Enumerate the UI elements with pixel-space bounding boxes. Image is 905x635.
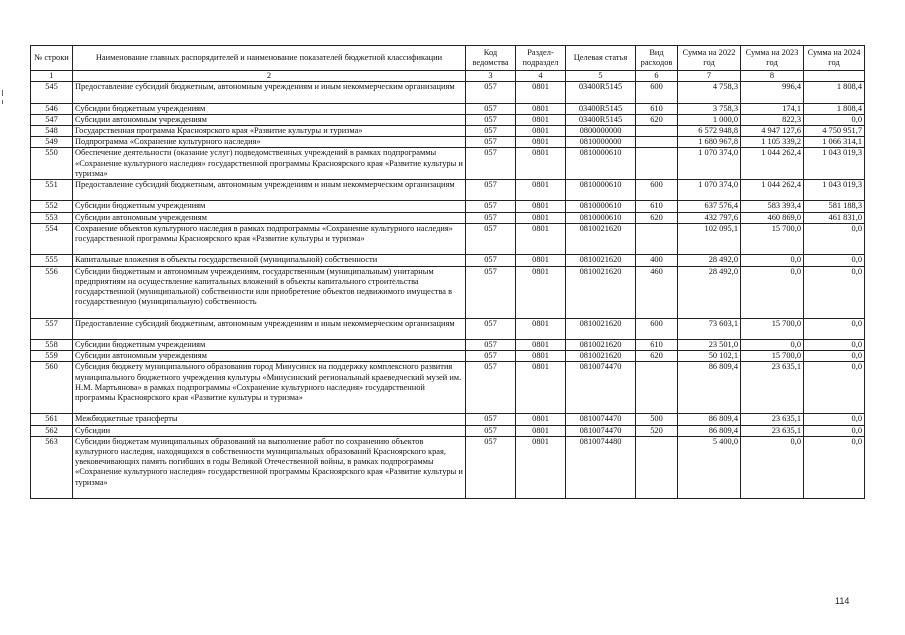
target-item-cell: 0810021620 [566, 340, 636, 351]
department-code-cell: 057 [466, 114, 516, 125]
expense-type-cell [636, 126, 678, 137]
target-item-cell: 0810021620 [566, 255, 636, 266]
sum-2023-cell: 23 635,1 [741, 425, 804, 436]
sum-2022-cell: 28 492,0 [678, 255, 741, 266]
row-number-cell: 563 [31, 436, 73, 498]
sum-2023-cell: 15 700,0 [741, 318, 804, 339]
name-cell: Субсидии бюджетам муниципальных образований на выполнение работ по сохранению объектов культурного наследия, находящихся в собственности муниципальных образований Красноярского края, увековечивающих память погибших в годы Великой Отечественной войны, в рамках подпрограммы «Сохранение культурного наследия» государственной программы Красноярского края «Развитие культуры и туризма» [73, 436, 466, 498]
expense-type-cell: 500 [636, 414, 678, 425]
target-item-cell: 0810074470 [566, 362, 636, 414]
name-cell: Субсидии [73, 425, 466, 436]
subsection-cell: 0801 [516, 436, 566, 498]
sum-2024-cell: 0,0 [804, 425, 865, 436]
expense-type-cell: 460 [636, 266, 678, 318]
row-number-cell: 555 [31, 255, 73, 266]
subsection-cell: 0801 [516, 137, 566, 148]
subsection-cell: 0801 [516, 201, 566, 212]
column-index: 3 [466, 71, 516, 82]
sum-2023-cell: 1 044 262,4 [741, 180, 804, 201]
table-row [31, 340, 865, 351]
row-number-cell: 553 [31, 212, 73, 223]
row-number-cell: 552 [31, 201, 73, 212]
col-header-sum-2023: Сумма на 2023 год [741, 46, 804, 71]
name-cell: Субсидии бюджетным учреждениям [73, 103, 466, 114]
subsection-cell: 0801 [516, 126, 566, 137]
row-number-cell: 547 [31, 114, 73, 125]
expense-type-cell: 620 [636, 114, 678, 125]
table-row [31, 126, 865, 137]
table-row [31, 103, 865, 114]
table-row [31, 180, 865, 201]
sum-2023-cell: 0,0 [741, 255, 804, 266]
subsection-cell: 0801 [516, 425, 566, 436]
department-code-cell: 057 [466, 103, 516, 114]
sum-2024-cell: 0,0 [804, 340, 865, 351]
expense-type-cell: 600 [636, 82, 678, 103]
column-index: 2 [73, 71, 466, 82]
name-cell: Государственная программа Красноярского края «Развитие культуры и туризма» [73, 126, 466, 137]
expense-type-cell [636, 148, 678, 180]
row-number-cell: 561 [31, 414, 73, 425]
table-row [31, 114, 865, 125]
name-cell: Капитальные вложения в объекты государственной (муниципальной) собственности [73, 255, 466, 266]
subsection-cell: 0801 [516, 212, 566, 223]
sum-2022-cell: 432 797,6 [678, 212, 741, 223]
col-header-subsection: Раздел-подраздел [516, 46, 566, 71]
subsection-cell: 0801 [516, 266, 566, 318]
table-row [31, 425, 865, 436]
row-number-cell: 546 [31, 103, 73, 114]
department-code-cell: 057 [466, 148, 516, 180]
sum-2022-cell: 1 070 374,0 [678, 180, 741, 201]
sum-2022-cell: 102 095,1 [678, 223, 741, 255]
sum-2022-cell: 86 809,4 [678, 362, 741, 414]
table-body [31, 82, 865, 499]
subsection-cell: 0801 [516, 82, 566, 103]
col-header-expense-type: Вид расходов [636, 46, 678, 71]
col-header-sum-2024: Сумма на 2024 год [804, 46, 865, 71]
name-cell: Субсидии автономным учреждениям [73, 114, 466, 125]
col-header-row-number: № строки [31, 46, 73, 71]
name-cell: Субсидии бюджетным учреждениям [73, 340, 466, 351]
sum-2024-cell: 1 808,4 [804, 82, 865, 103]
row-number-cell: 558 [31, 340, 73, 351]
department-code-cell: 057 [466, 223, 516, 255]
target-item-cell: 0810021620 [566, 223, 636, 255]
department-code-cell: 057 [466, 425, 516, 436]
name-cell: Субсидии бюджетным и автономным учреждениям, государственным (муниципальным) унитарным предприятиям на осуществление капитальных вложений в объекты капитального строительства государственной (муниципальной) собственности или приобретение объектов недвижимого имущества в государственную (муниципальную) собственность [73, 266, 466, 318]
sum-2023-cell: 15 700,0 [741, 351, 804, 362]
table-row [31, 255, 865, 266]
expense-type-cell: 600 [636, 318, 678, 339]
sum-2023-cell: 0,0 [741, 340, 804, 351]
sum-2023-cell: 0,0 [741, 436, 804, 498]
name-cell: Сохранение объектов культурного наследия в рамках подпрограммы «Сохранение культурного наследия» государственной программы Красноярского края «Развитие культуры и туризма» [73, 223, 466, 255]
table-row [31, 318, 865, 339]
sum-2024-cell: 0,0 [804, 436, 865, 498]
name-cell: Подпрограмма «Сохранение культурного наследия» [73, 137, 466, 148]
header-row [31, 46, 865, 71]
sum-2024-cell: 0,0 [804, 223, 865, 255]
target-item-cell: 03400R5145 [566, 114, 636, 125]
column-index-row [31, 71, 865, 82]
sum-2023-cell: 23 635,1 [741, 362, 804, 414]
department-code-cell: 057 [466, 436, 516, 498]
sum-2024-cell: 4 750 951,7 [804, 126, 865, 137]
subsection-cell: 0801 [516, 180, 566, 201]
page-number: 114 [835, 596, 850, 606]
subsection-cell: 0801 [516, 103, 566, 114]
department-code-cell: 057 [466, 126, 516, 137]
binding-mark [2, 100, 3, 104]
sum-2022-cell: 5 400,0 [678, 436, 741, 498]
column-index: 1 [31, 71, 73, 82]
sum-2023-cell: 583 393,4 [741, 201, 804, 212]
table-row [31, 223, 865, 255]
row-number-cell: 554 [31, 223, 73, 255]
name-cell: Предоставление субсидий бюджетным, автономным учреждениям и иным некоммерческим организациям [73, 180, 466, 201]
subsection-cell: 0801 [516, 223, 566, 255]
department-code-cell: 057 [466, 212, 516, 223]
target-item-cell: 0810021620 [566, 266, 636, 318]
expense-type-cell [636, 137, 678, 148]
department-code-cell: 057 [466, 137, 516, 148]
department-code-cell: 057 [466, 414, 516, 425]
expense-type-cell [636, 223, 678, 255]
subsection-cell: 0801 [516, 351, 566, 362]
col-header-department-code: Код ведомства [466, 46, 516, 71]
name-cell: Субсидии бюджетным учреждениям [73, 201, 466, 212]
row-number-cell: 559 [31, 351, 73, 362]
binding-mark [2, 90, 3, 96]
expense-type-cell: 610 [636, 103, 678, 114]
department-code-cell: 057 [466, 255, 516, 266]
sum-2024-cell: 1 066 314,1 [804, 137, 865, 148]
row-number-cell: 549 [31, 137, 73, 148]
name-cell: Субсидии автономным учреждениям [73, 212, 466, 223]
column-index: 8 [741, 71, 804, 82]
expense-type-cell: 610 [636, 201, 678, 212]
sum-2024-cell: 0,0 [804, 362, 865, 414]
sum-2022-cell: 6 572 948,8 [678, 126, 741, 137]
sum-2022-cell: 1 680 967,8 [678, 137, 741, 148]
sum-2022-cell: 73 603,1 [678, 318, 741, 339]
target-item-cell: 03400R5145 [566, 103, 636, 114]
sum-2022-cell: 86 809,4 [678, 425, 741, 436]
column-index: 7 [678, 71, 741, 82]
sum-2023-cell: 460 869,0 [741, 212, 804, 223]
sum-2022-cell: 1 000,0 [678, 114, 741, 125]
subsection-cell: 0801 [516, 414, 566, 425]
sum-2023-cell: 23 635,1 [741, 414, 804, 425]
row-number-cell: 560 [31, 362, 73, 414]
department-code-cell: 057 [466, 201, 516, 212]
row-number-cell: 545 [31, 82, 73, 103]
column-index: 5 [566, 71, 636, 82]
table-row [31, 266, 865, 318]
expense-type-cell: 520 [636, 425, 678, 436]
expense-type-cell: 600 [636, 180, 678, 201]
table-row [31, 436, 865, 498]
expense-type-cell [636, 362, 678, 414]
name-cell: Обеспечение деятельности (оказание услуг) подведомственных учреждений в рамках подпрограммы «Сохранение культурного наследия» государственной программы Красноярского края «Развитие культуры и туризма» [73, 148, 466, 180]
department-code-cell: 057 [466, 82, 516, 103]
sum-2022-cell: 1 070 374,0 [678, 148, 741, 180]
target-item-cell: 0810021620 [566, 351, 636, 362]
col-header-target-item: Целевая статья [566, 46, 636, 71]
subsection-cell: 0801 [516, 340, 566, 351]
expense-type-cell [636, 436, 678, 498]
sum-2023-cell: 174,1 [741, 103, 804, 114]
sum-2024-cell: 0,0 [804, 351, 865, 362]
sum-2024-cell: 461 831,0 [804, 212, 865, 223]
sum-2023-cell: 996,4 [741, 82, 804, 103]
row-number-cell: 556 [31, 266, 73, 318]
sum-2022-cell: 28 492,0 [678, 266, 741, 318]
sum-2022-cell: 86 809,4 [678, 414, 741, 425]
sum-2024-cell: 0,0 [804, 266, 865, 318]
expense-type-cell: 620 [636, 212, 678, 223]
col-header-name: Наименование главных распорядителей и наименование показателей бюджетной классификации [73, 46, 466, 71]
col-header-sum-2022: Сумма на 2022 год [678, 46, 741, 71]
target-item-cell: 0810000610 [566, 201, 636, 212]
sum-2024-cell: 0,0 [804, 414, 865, 425]
table-row [31, 414, 865, 425]
name-cell: Субсидия бюджету муниципального образования город Минусинск на поддержку комплексного развития муниципального бюджетного учреждения культуры «Минусинский региональный краеведческий музей им. Н.М. Мартьянова» в рамках подпрограммы «Сохранение культурного наследия» государственной программы Красноярского края «Развитие культуры и туризма» [73, 362, 466, 414]
target-item-cell: 0810074470 [566, 425, 636, 436]
table-row [31, 137, 865, 148]
expense-type-cell: 620 [636, 351, 678, 362]
name-cell: Межбюджетные трансферты [73, 414, 466, 425]
subsection-cell: 0801 [516, 114, 566, 125]
row-number-cell: 550 [31, 148, 73, 180]
table-row [31, 362, 865, 414]
table-header [31, 46, 865, 82]
sum-2022-cell: 4 758,3 [678, 82, 741, 103]
sum-2022-cell: 3 758,3 [678, 103, 741, 114]
target-item-cell: 0810074470 [566, 414, 636, 425]
sum-2022-cell: 23 501,0 [678, 340, 741, 351]
department-code-cell: 057 [466, 180, 516, 201]
column-index [804, 71, 865, 82]
sum-2023-cell: 822,3 [741, 114, 804, 125]
name-cell: Предоставление субсидий бюджетным, автономным учреждениям и иным некоммерческим организациям [73, 318, 466, 339]
sum-2024-cell: 1 043 019,3 [804, 180, 865, 201]
table-row [31, 201, 865, 212]
sum-2023-cell: 4 947 127,6 [741, 126, 804, 137]
row-number-cell: 548 [31, 126, 73, 137]
sum-2024-cell: 0,0 [804, 114, 865, 125]
department-code-cell: 057 [466, 340, 516, 351]
department-code-cell: 057 [466, 362, 516, 414]
table-row [31, 82, 865, 103]
sum-2024-cell: 1 043 019,3 [804, 148, 865, 180]
target-item-cell: 0810000000 [566, 137, 636, 148]
subsection-cell: 0801 [516, 318, 566, 339]
target-item-cell: 0810000610 [566, 212, 636, 223]
sum-2024-cell: 0,0 [804, 255, 865, 266]
table-row [31, 351, 865, 362]
target-item-cell: 0800000000 [566, 126, 636, 137]
sum-2024-cell: 1 808,4 [804, 103, 865, 114]
target-item-cell: 03400R5145 [566, 82, 636, 103]
budget-table [30, 45, 865, 499]
name-cell: Субсидии автономным учреждениям [73, 351, 466, 362]
subsection-cell: 0801 [516, 148, 566, 180]
row-number-cell: 551 [31, 180, 73, 201]
sum-2023-cell: 15 700,0 [741, 223, 804, 255]
target-item-cell: 0810000610 [566, 180, 636, 201]
target-item-cell: 0810000610 [566, 148, 636, 180]
expense-type-cell: 400 [636, 255, 678, 266]
subsection-cell: 0801 [516, 362, 566, 414]
department-code-cell: 057 [466, 351, 516, 362]
column-index: 6 [636, 71, 678, 82]
name-cell: Предоставление субсидий бюджетным, автономным учреждениям и иным некоммерческим организациям [73, 82, 466, 103]
row-number-cell: 557 [31, 318, 73, 339]
sum-2024-cell: 581 188,3 [804, 201, 865, 212]
sum-2023-cell: 1 044 262,4 [741, 148, 804, 180]
department-code-cell: 057 [466, 266, 516, 318]
sum-2023-cell: 1 105 339,2 [741, 137, 804, 148]
table-row [31, 212, 865, 223]
sum-2024-cell: 0,0 [804, 318, 865, 339]
sum-2023-cell: 0,0 [741, 266, 804, 318]
row-number-cell: 562 [31, 425, 73, 436]
column-index: 4 [516, 71, 566, 82]
department-code-cell: 057 [466, 318, 516, 339]
target-item-cell: 0810021620 [566, 318, 636, 339]
expense-type-cell: 610 [636, 340, 678, 351]
table-row [31, 148, 865, 180]
sum-2022-cell: 50 102,1 [678, 351, 741, 362]
target-item-cell: 0810074480 [566, 436, 636, 498]
sum-2022-cell: 637 576,4 [678, 201, 741, 212]
subsection-cell: 0801 [516, 255, 566, 266]
